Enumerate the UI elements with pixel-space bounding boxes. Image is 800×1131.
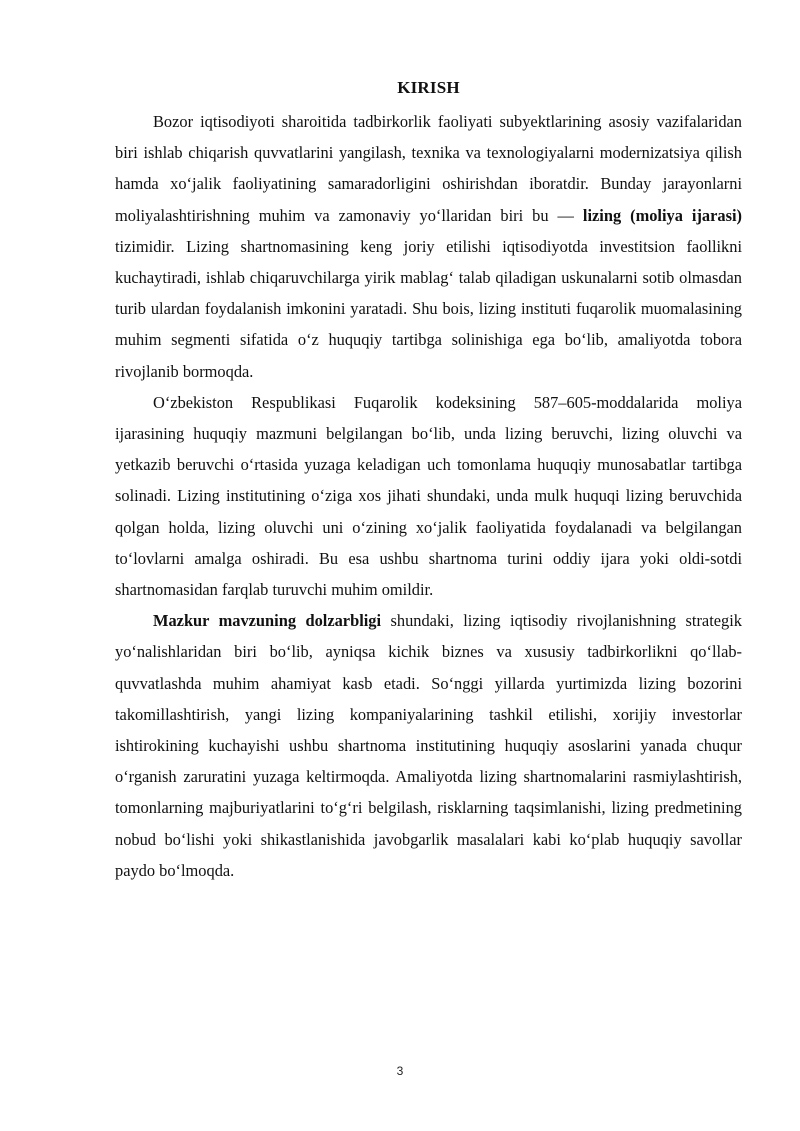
paragraph-1-bold-term: lizing (moliya ijarasi) (582, 205, 742, 225)
section-heading: KIRISH (397, 78, 460, 97)
paragraph-3-bold-term: Mazkur mavzuning dolzarbligi (153, 611, 382, 631)
paragraph-1 (115, 106, 742, 387)
paragraph-1-text-1: Bozor iqtisodiyoti sharoitida tadbirkorlik faoliyati subyektlarining asosiy vazifalaridan biri ishlab chiqarish quvvatlarini yangilash, texnika va texnologiyalarni modernizatsiya qilish hamda xo‘jalik faoliyatining samaradorligini oshirishdan iboratdir. Bunday jarayonlarni moliyalashtirishning muhim va zamonaviy yo‘llaridan biri bu — (115, 112, 742, 225)
paragraph-3-text-1: shundaki, lizing iqtisodiy rivojlanishning strategik yo‘nalishlaridan biri bo‘lib, ayniqsa kichik biznes va xususiy tadbirkorlikni qo‘llab-quvvatlashda muhim ahamiyat kasb etadi. So‘nggi yillarda yurtimizda lizing bozorini takomillashtirish, yangi lizing kompaniyalarining tashkil etilishi, xorijiy investorlar ishtirokining kuchayishi ushbu shartnoma institutining huquqiy asoslarini yanada chuqur o‘rganish zaruratini yuzaga keltirmoqda. Amaliyotda lizing shartnomalarini rasmiylashtirish, tomonlarning majburiyatlarini to‘g‘ri belgilash, risklarning taqsimlanishi, lizing predmetining nobud bo‘lishi yoki shikastlanishida javobgarlik masalalari kabi ko‘plab huquqiy savollar paydo bo‘lmoqda. (115, 611, 742, 880)
paragraph-3 (115, 605, 742, 886)
document-page (115, 76, 742, 886)
paragraph-2 (115, 387, 742, 605)
paragraph-2-text-1: O‘zbekiston Respublikasi Fuqarolik kodeksining 587–605-moddalarida moliya ijarasining huquqiy mazmuni belgilangan bo‘lib, unda lizing beruvchi, lizing oluvchi va yetkazib beruvchi o‘rtasida yuzaga keladigan uch tomonlama huquqiy munosabatlar tartibga solinadi. Lizing institutining o‘ziga xos jihati shundaki, unda mulk huquqi lizing beruvchida qolgan holda, lizing oluvchi uni o‘zining xo‘jalik faoliyatida foydalanadi va belgilangan to‘lovlarni amalga oshiradi. Bu esa ushbu shartnoma turini oddiy ijara yoki oldi-sotdi shartnomasidan farqlab turuvchi muhim omildir. (115, 392, 742, 600)
paragraph-1-text-2: tizimidir. Lizing shartnomasining keng joriy etilishi iqtisodiyotda investitsion faollikni kuchaytiradi, ishlab chiqaruvchilarga yirik mablag‘ talab qiladigan uskunalarni sotib olmasdan turib ulardan foydalanish imkonini yaratadi. Shu bois, lizing instituti fuqarolik muomalasining muhim segmenti sifatida o‘z huquqiy tartibga solinishiga ega bo‘lib, amaliyotda tobora rivojlanib bormoqda. (115, 236, 742, 381)
page-number: 3 (396, 1064, 404, 1078)
